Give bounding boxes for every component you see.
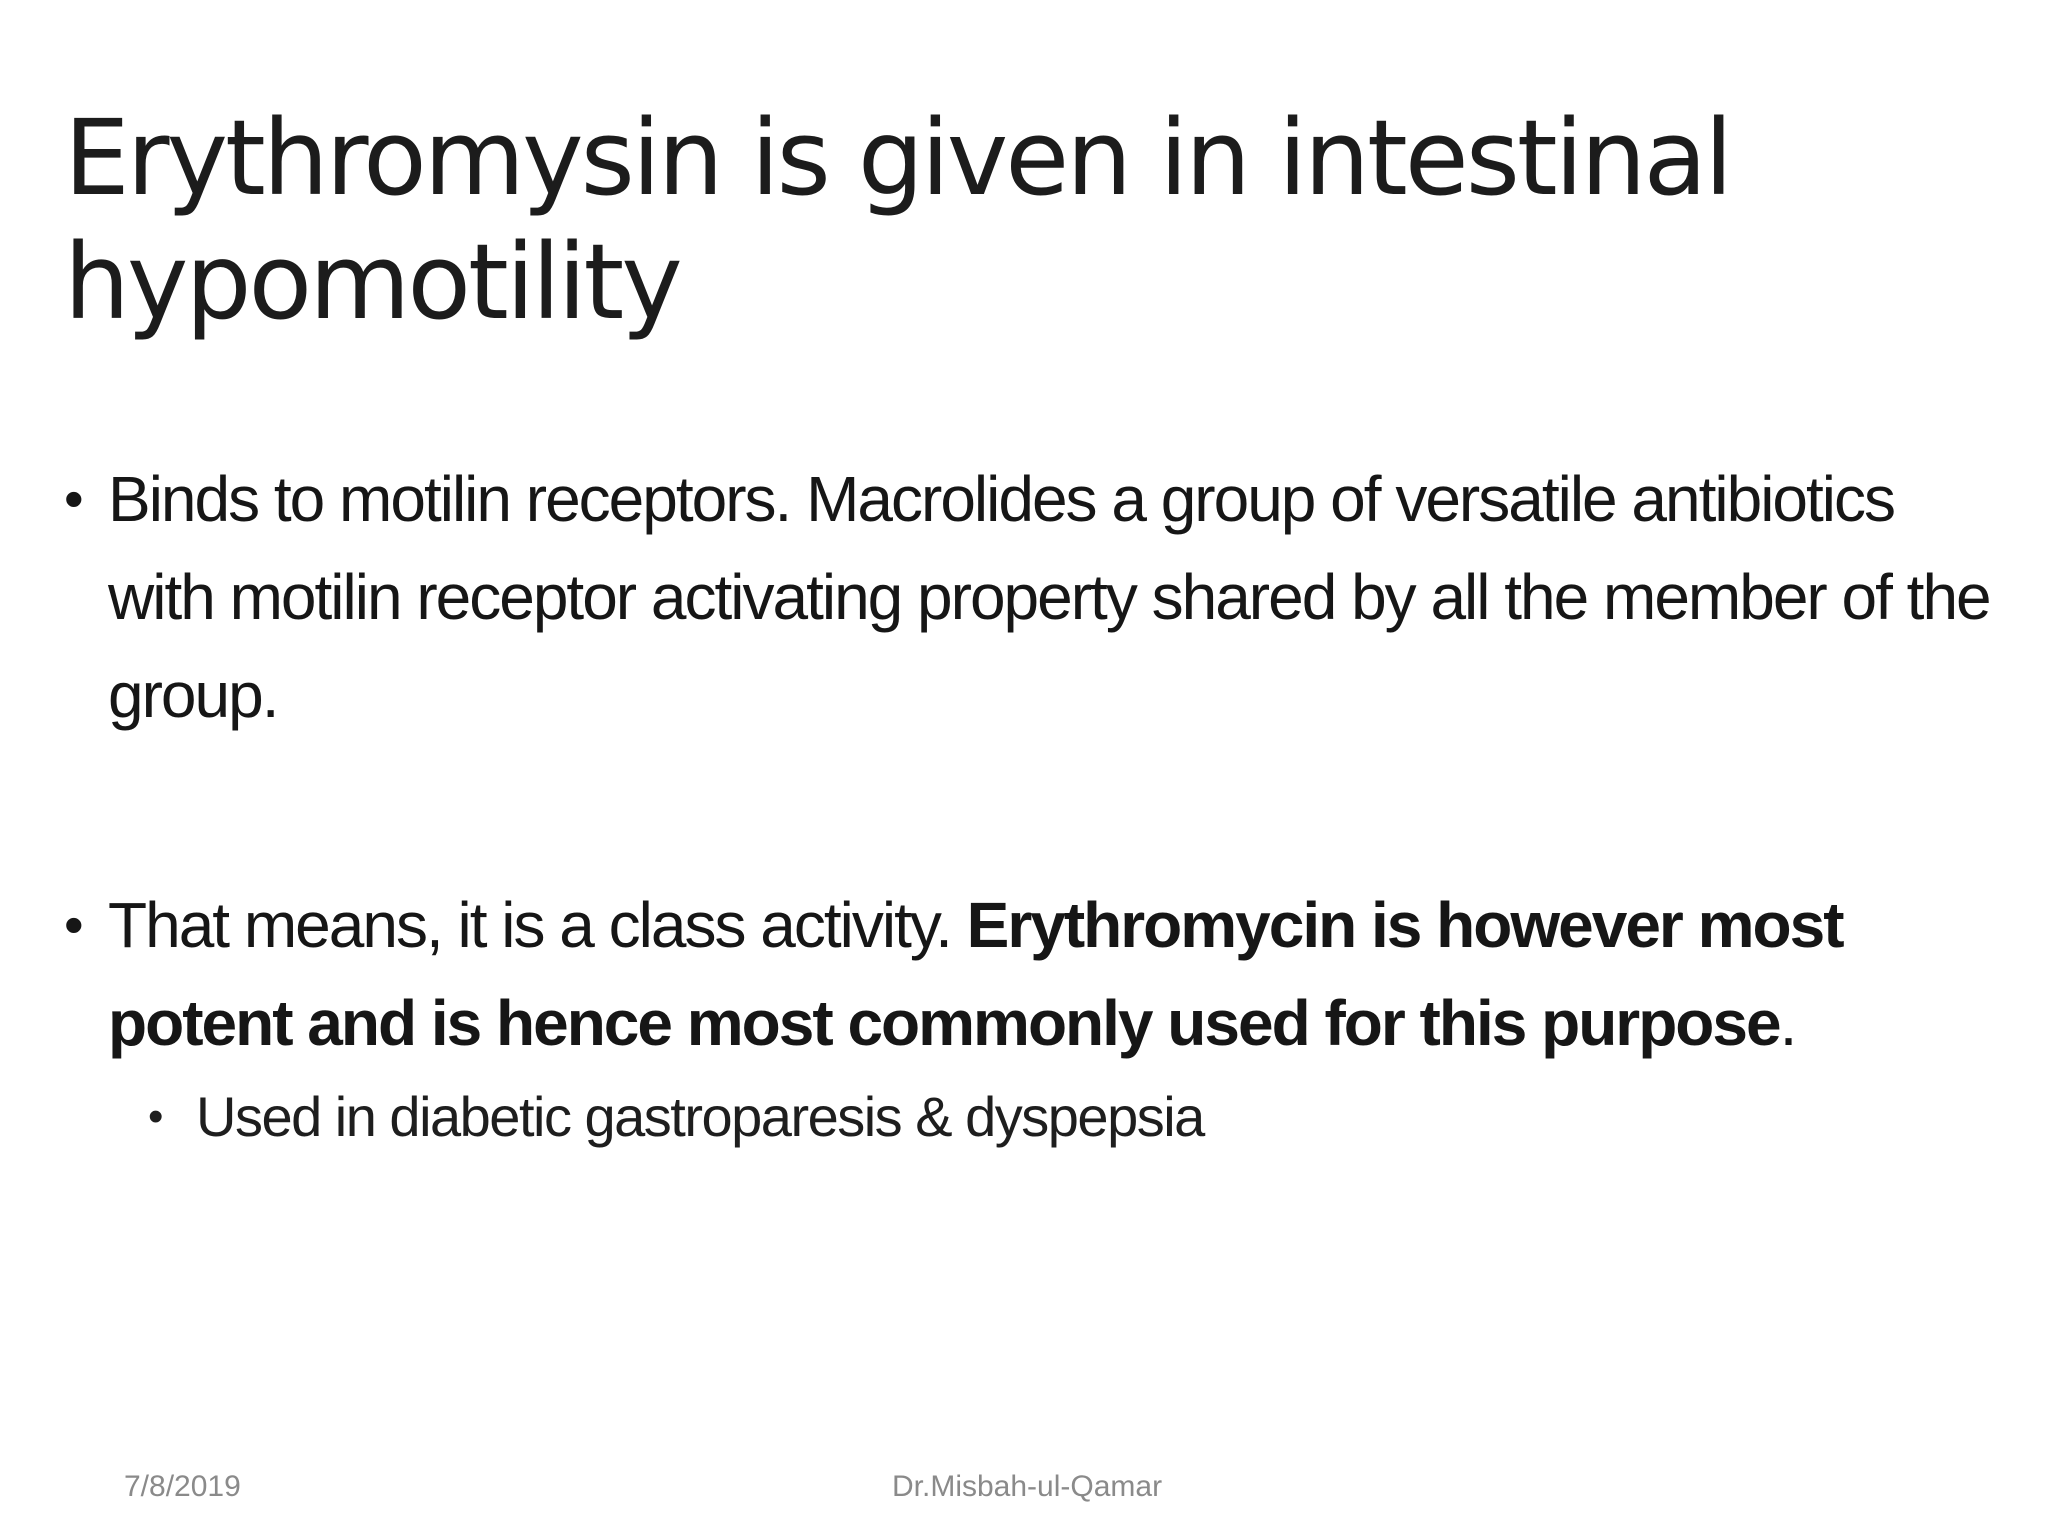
bullet-text-plain: That means, it is a class activity. [108,889,967,961]
footer-date: 7/8/2019 [124,1470,241,1503]
slide-title: Erythromysin is given in intestinal hypomotility [64,97,1731,343]
bullet-text-bold: Erythromycin is however most potent and is hence most commonly used for this purpose [108,889,1843,1059]
bullet-item [64,450,1994,744]
sub-bullet-item [108,1074,1994,1160]
bullet-text-end: . [1779,987,1796,1059]
footer-author: Dr.Misbah-ul-Qamar [892,1470,1163,1503]
bullet-dot-icon: • [64,467,82,530]
sub-bullet-text: Used in diabetic gastroparesis & dyspepsia [196,1085,1204,1148]
bullet-text: Binds to motilin receptors. Macrolides a group of versatile antibiotics with motilin receptor activating property shared by all the member of the group. [108,463,1990,731]
sub-bullet-dot-icon: • [148,1092,162,1141]
bullet-list [64,450,1994,1160]
sub-bullet-list [108,1074,1994,1160]
bullet-item [64,876,1994,1160]
bullet-dot-icon: • [64,893,82,956]
